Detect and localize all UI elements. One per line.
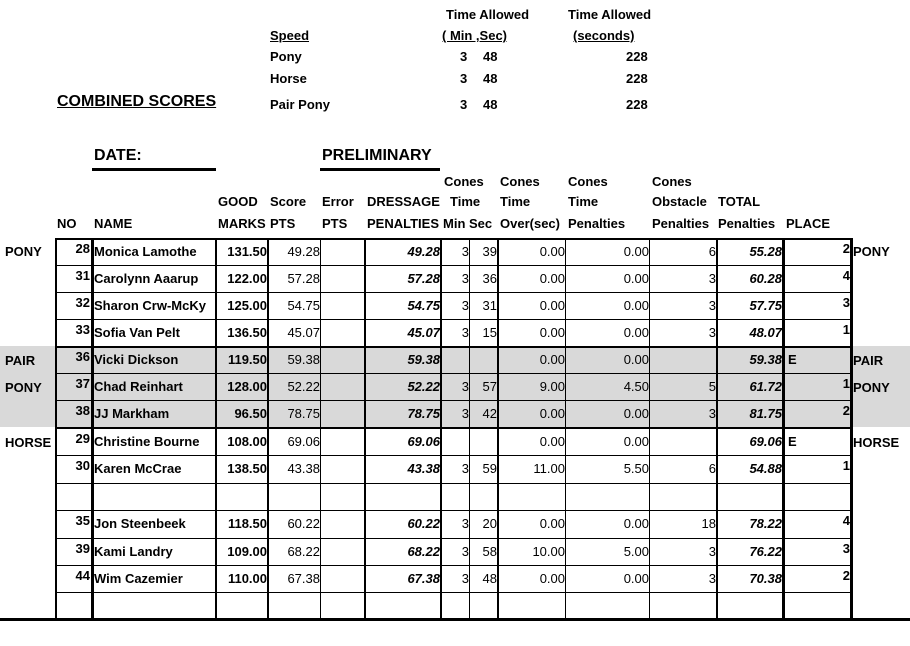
table-cell-place: 1: [842, 376, 850, 391]
table-cell-place: 1: [842, 322, 850, 337]
col-error-1: Error: [322, 194, 354, 209]
table-cell-sec: 59: [482, 461, 497, 476]
time-allowed-sec-sub: (seconds): [573, 28, 635, 43]
table-cell-good: 122.00: [227, 271, 267, 286]
table-cell-tpen: 0.00: [623, 298, 649, 313]
table-row-name: Monica Lamothe: [94, 244, 197, 259]
table-cell-obs: 18: [701, 516, 716, 531]
table-cell-total: 78.22: [749, 516, 782, 531]
table-cell-dressage: 52.22: [407, 379, 440, 394]
speed-pair-label: Pair Pony: [270, 97, 330, 112]
table-cell-over: 0.00: [539, 298, 565, 313]
table-cell-sec: 15: [482, 325, 497, 340]
table-row-no: 30: [75, 458, 90, 473]
table-cell-place: 4: [842, 268, 850, 283]
col-score-1: Score: [270, 194, 307, 209]
table-cell-good: 118.50: [227, 516, 267, 531]
group-pony-label-right: PONY: [853, 244, 890, 259]
table-row-name: Sharon Crw-McKy: [94, 298, 206, 313]
table-row-name: Jon Steenbeek: [94, 516, 186, 531]
table-cell-total: 60.28: [749, 271, 782, 286]
table-cell-over: 0.00: [539, 406, 565, 421]
table-cell-over: 0.00: [539, 325, 565, 340]
table-row-no: 38: [75, 403, 90, 418]
table-cell-total: 69.06: [749, 434, 782, 449]
table-cell-sec: 42: [482, 406, 497, 421]
table-cell-over: 0.00: [539, 352, 565, 367]
col-obs-3: Penalties: [652, 216, 710, 231]
table-cell-obs: 5: [708, 379, 716, 394]
table-vline: [267, 238, 269, 620]
table-cell-tpen: 0.00: [623, 571, 649, 586]
table-vline: [782, 238, 785, 620]
table-cell-total: 54.88: [749, 461, 782, 476]
table-vline: [440, 238, 442, 620]
table-vline: [91, 238, 94, 620]
table-cell-over: 11.00: [533, 461, 565, 476]
table-hline: [55, 238, 852, 240]
table-cell-total: 70.38: [749, 571, 782, 586]
col-cones-over-2: Time: [500, 194, 531, 209]
speed-horse-sec: 48: [483, 71, 498, 86]
table-vline: [364, 238, 366, 620]
table-hline: [0, 618, 910, 621]
speed-pony-label: Pony: [270, 49, 302, 64]
table-cell-sec: 31: [482, 298, 497, 313]
table-cell-sec: 20: [482, 516, 497, 531]
table-cell-dressage: 54.75: [407, 298, 440, 313]
speed-pair-min: 3: [460, 97, 468, 112]
table-row-name: Vicki Dickson: [94, 352, 179, 367]
table-vline: [55, 238, 57, 620]
table-row-no: 35: [75, 513, 90, 528]
table-vline: [320, 238, 321, 620]
speed-horse-label: Horse: [270, 71, 307, 86]
table-cell-min: 3: [461, 461, 469, 476]
table-vline: [649, 238, 650, 620]
table-cell-min: 3: [461, 544, 469, 559]
table-row-name: Carolynn Aaarup: [94, 271, 199, 286]
col-error-2: PTS: [322, 216, 348, 231]
col-cones-time-3: Min Sec: [443, 216, 493, 231]
col-dressage-2: PENALTIES: [367, 216, 439, 231]
col-dressage-1: DRESSAGE: [367, 194, 440, 209]
table-cell-tpen: 0.00: [623, 325, 649, 340]
level-label: PRELIMINARY: [322, 147, 432, 164]
table-cell-over: 0.00: [539, 244, 565, 259]
table-cell-obs: 3: [708, 271, 716, 286]
table-cell-score: 52.22: [287, 379, 320, 394]
time-allowed-min-heading: Time Allowed: [446, 7, 530, 22]
table-cell-over: 0.00: [539, 434, 565, 449]
table-cell-sec: 48: [482, 571, 497, 586]
table-cell-tpen: 0.00: [623, 352, 649, 367]
table-cell-obs: 3: [708, 544, 716, 559]
table-cell-total: 55.28: [749, 244, 782, 259]
col-cones-pen-1: Cones: [568, 174, 608, 189]
table-cell-obs: 3: [708, 298, 716, 313]
group-pair-label-right-2: PONY: [853, 380, 890, 395]
table-hline: [55, 373, 852, 374]
group-pair-label-right: PAIR: [853, 353, 884, 368]
table-cell-over: 0.00: [539, 271, 565, 286]
table-cell-good: 125.00: [227, 298, 267, 313]
col-no: NO: [57, 216, 77, 231]
table-hline: [55, 427, 852, 429]
table-hline: [55, 592, 852, 593]
combined-scores-title: COMBINED SCORES: [57, 93, 217, 110]
table-cell-flag: E: [788, 352, 797, 367]
col-good-2: MARKS: [218, 216, 266, 231]
table-hline: [55, 292, 852, 293]
speed-pair-sec: 48: [483, 97, 498, 112]
time-allowed-sec-heading: Time Allowed: [568, 7, 652, 22]
table-hline: [55, 346, 852, 348]
col-obs-1: Cones: [652, 174, 692, 189]
group-pony-label: PONY: [5, 244, 42, 259]
table-cell-dressage: 49.28: [407, 244, 440, 259]
table-vline: [565, 238, 566, 620]
table-cell-place: 2: [842, 241, 850, 256]
table-cell-score: 60.22: [287, 516, 320, 531]
table-cell-sec: 39: [482, 244, 497, 259]
col-place: PLACE: [786, 216, 831, 231]
col-cones-over-3: Over(sec): [500, 216, 560, 231]
table-hline: [55, 510, 852, 511]
table-vline: [850, 238, 853, 620]
table-cell-min: 3: [461, 571, 469, 586]
table-vline: [716, 238, 718, 620]
table-cell-good: 96.50: [234, 406, 267, 421]
table-cell-tpen: 0.00: [623, 434, 649, 449]
group-horse-label: HORSE: [5, 435, 52, 450]
table-cell-total: 57.75: [749, 298, 782, 313]
col-score-2: PTS: [270, 216, 296, 231]
speed-pony-sec: 48: [483, 49, 498, 64]
table-cell-dressage: 69.06: [407, 434, 440, 449]
table-row-no: 31: [75, 268, 90, 283]
table-cell-min: 3: [461, 325, 469, 340]
group-pair-label-2: PONY: [5, 380, 42, 395]
table-cell-score: 67.38: [287, 571, 320, 586]
table-row-name: Sofia Van Pelt: [94, 325, 180, 340]
table-cell-place: 2: [842, 403, 850, 418]
table-cell-score: 68.22: [287, 544, 320, 559]
speed-pair-seconds: 228: [626, 97, 648, 112]
col-cones-time-2: Time: [450, 194, 481, 209]
table-cell-place: 2: [842, 568, 850, 583]
table-cell-min: 3: [461, 516, 469, 531]
speed-label: Speed: [270, 28, 310, 43]
table-cell-tpen: 4.50: [623, 379, 649, 394]
table-row-name: Christine Bourne: [94, 434, 200, 449]
table-cell-over: 0.00: [539, 571, 565, 586]
table-cell-obs: 6: [708, 244, 716, 259]
speed-pony-min: 3: [460, 49, 468, 64]
table-cell-sec: 57: [482, 379, 497, 394]
table-cell-good: 119.50: [227, 352, 267, 367]
table-cell-total: 61.72: [749, 379, 782, 394]
table-vline: [497, 238, 499, 620]
table-cell-score: 57.28: [287, 271, 320, 286]
col-good-1: GOOD: [218, 194, 258, 209]
table-cell-dressage: 43.38: [407, 461, 440, 476]
table-row-no: 39: [75, 541, 90, 556]
table-cell-good: 128.00: [227, 379, 267, 394]
date-underline: [92, 168, 216, 171]
table-cell-score: 78.75: [287, 406, 320, 421]
group-pair-label: PAIR: [5, 353, 36, 368]
table-cell-dressage: 60.22: [407, 516, 440, 531]
table-row-name: Karen McCrae: [94, 461, 182, 476]
col-total-2: Penalties: [718, 216, 776, 231]
table-cell-score: 69.06: [287, 434, 320, 449]
table-row-no: 33: [75, 322, 90, 337]
table-cell-over: 0.00: [539, 516, 565, 531]
table-cell-good: 138.50: [227, 461, 267, 476]
table-hline: [55, 319, 852, 320]
table-cell-place: 1: [842, 458, 850, 473]
table-cell-obs: 6: [708, 461, 716, 476]
date-label: DATE:: [94, 147, 142, 164]
table-cell-min: 3: [461, 244, 469, 259]
col-name: NAME: [94, 216, 133, 231]
table-cell-over: 9.00: [539, 379, 565, 394]
table-cell-good: 136.50: [227, 325, 267, 340]
time-allowed-min-sub: ( Min ,Sec): [442, 28, 508, 43]
table-cell-good: 110.00: [227, 571, 267, 586]
table-cell-score: 45.07: [287, 325, 320, 340]
table-row-name: Chad Reinhart: [94, 379, 183, 394]
table-cell-score: 49.28: [287, 244, 320, 259]
table-cell-min: 3: [461, 379, 469, 394]
col-cones-pen-2: Time: [568, 194, 599, 209]
table-cell-dressage: 57.28: [407, 271, 440, 286]
table-cell-score: 54.75: [287, 298, 320, 313]
table-cell-score: 59.38: [287, 352, 320, 367]
table-row-no: 29: [75, 431, 90, 446]
table-cell-score: 43.38: [287, 461, 320, 476]
table-cell-min: 3: [461, 271, 469, 286]
table-hline: [55, 538, 852, 539]
table-vline: [215, 238, 217, 620]
table-cell-dressage: 78.75: [407, 406, 440, 421]
table-row-name: Wim Cazemier: [94, 571, 183, 586]
group-horse-label-right: HORSE: [853, 435, 900, 450]
table-cell-dressage: 67.38: [407, 571, 440, 586]
table-cell-obs: 3: [708, 325, 716, 340]
col-cones-time-1: Cones: [444, 174, 484, 189]
table-cell-place: 3: [842, 541, 850, 556]
table-cell-total: 76.22: [749, 544, 782, 559]
table-cell-tpen: 0.00: [623, 244, 649, 259]
table-cell-dressage: 68.22: [407, 544, 440, 559]
speed-pony-seconds: 228: [626, 49, 648, 64]
table-cell-dressage: 45.07: [407, 325, 440, 340]
table-row-name: Kami Landry: [94, 544, 173, 559]
col-obs-2: Obstacle: [652, 194, 707, 209]
table-cell-place: 4: [842, 513, 850, 528]
table-cell-place: 3: [842, 295, 850, 310]
table-hline: [55, 565, 852, 566]
table-cell-sec: 36: [482, 271, 497, 286]
table-cell-obs: 3: [708, 571, 716, 586]
table-cell-tpen: 5.50: [623, 461, 649, 476]
table-cell-total: 48.07: [749, 325, 782, 340]
table-cell-tpen: 0.00: [623, 516, 649, 531]
table-row-no: 44: [75, 568, 90, 583]
table-hline: [55, 400, 852, 401]
table-row-no: 37: [75, 376, 90, 391]
table-cell-over: 10.00: [532, 544, 565, 559]
col-cones-over-1: Cones: [500, 174, 540, 189]
col-cones-pen-3: Penalties: [568, 216, 626, 231]
speed-horse-min: 3: [460, 71, 468, 86]
table-row-name: JJ Markham: [94, 406, 170, 421]
table-cell-tpen: 5.00: [623, 544, 649, 559]
table-cell-flag: E: [788, 434, 797, 449]
table-cell-min: 3: [461, 298, 469, 313]
table-cell-total: 59.38: [749, 352, 782, 367]
table-row-no: 28: [75, 241, 90, 256]
table-cell-min: 3: [461, 406, 469, 421]
table-hline: [55, 265, 852, 266]
table-cell-total: 81.75: [749, 406, 782, 421]
table-cell-obs: 3: [708, 406, 716, 421]
table-row-no: 36: [75, 349, 90, 364]
table-cell-dressage: 59.38: [407, 352, 440, 367]
table-cell-tpen: 0.00: [623, 271, 649, 286]
table-cell-good: 108.00: [227, 434, 267, 449]
table-cell-sec: 58: [482, 544, 497, 559]
col-total-1: TOTAL: [718, 194, 761, 209]
table-hline: [55, 455, 852, 456]
table-cell-good: 131.50: [227, 244, 267, 259]
table-vline: [469, 238, 470, 620]
table-row-no: 32: [75, 295, 90, 310]
speed-horse-seconds: 228: [626, 71, 648, 86]
table-cell-tpen: 0.00: [623, 406, 649, 421]
table-hline: [55, 483, 852, 484]
table-cell-good: 109.00: [227, 544, 267, 559]
level-underline: [320, 168, 440, 171]
